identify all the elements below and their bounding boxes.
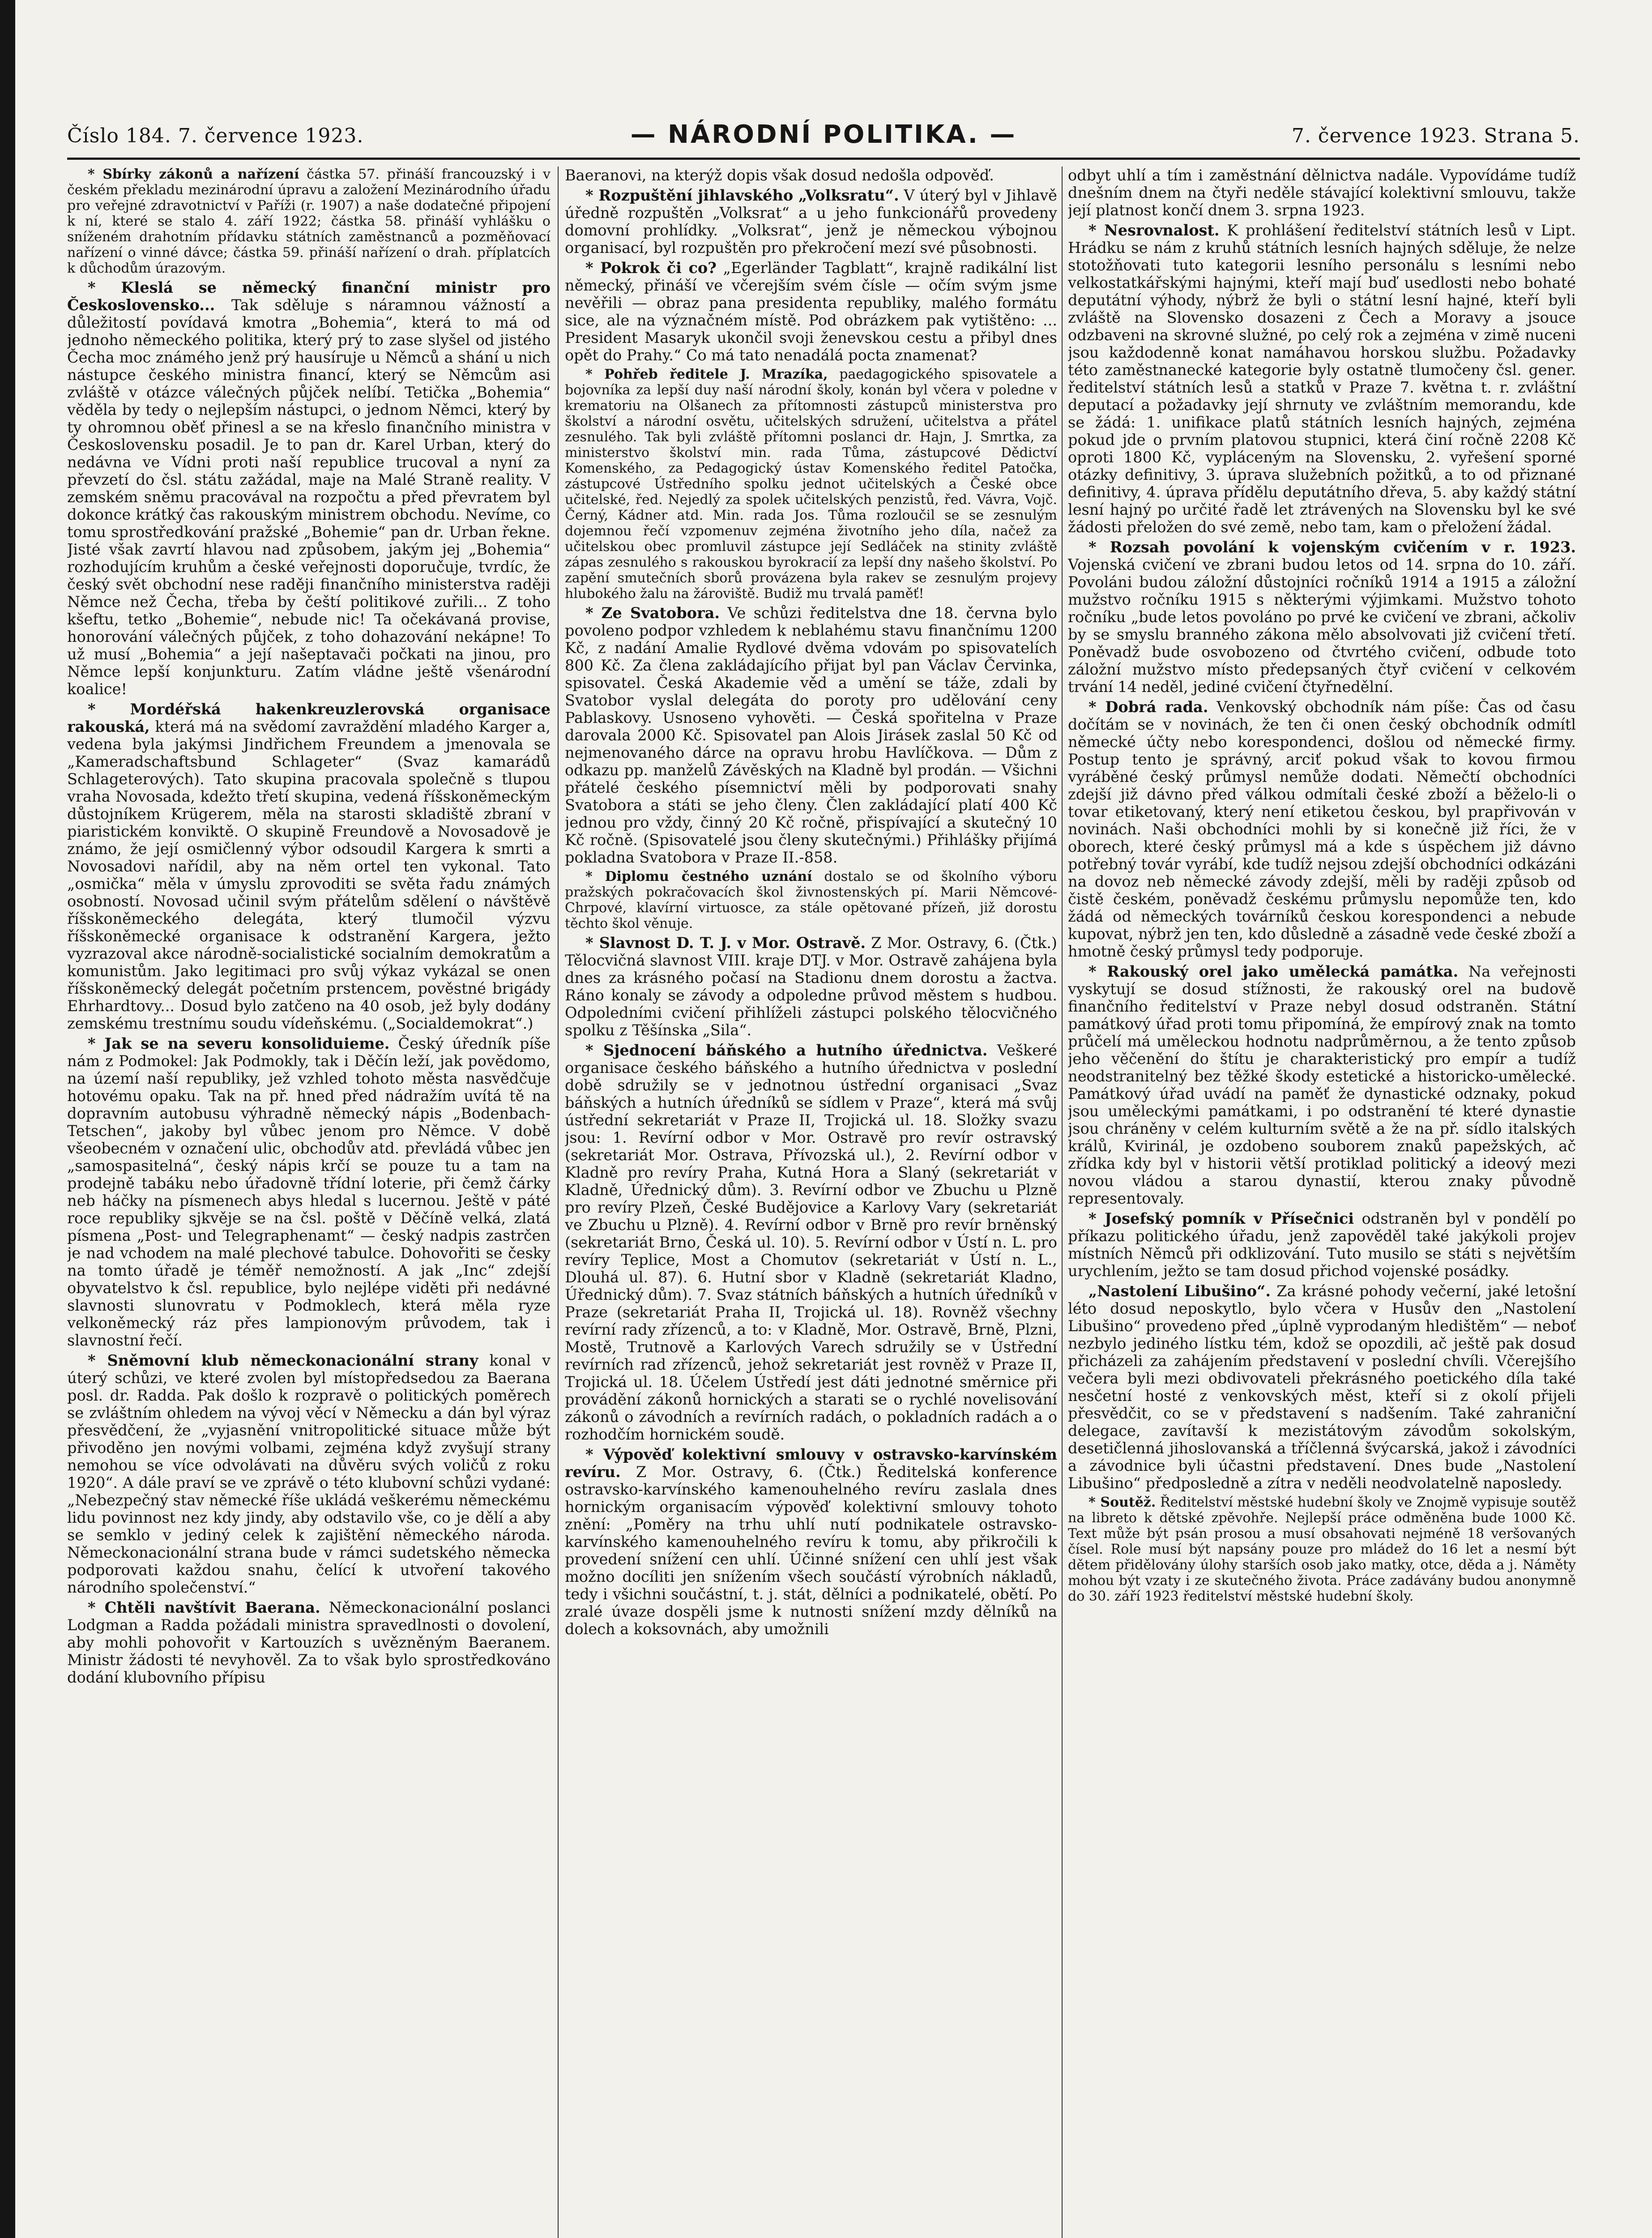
article-body: Baeranovi, na kterýž dopis však dosud nedošla odpověď. — [565, 167, 994, 184]
column-divider — [558, 167, 559, 2238]
article-heading: * Sněmovní klub německonacionální strany — [88, 1352, 478, 1369]
article-heading: * Rakouský orel jako umělecká památka. — [1089, 963, 1459, 980]
article-body: konal v úterý schůzi, ve které zvolen byl místopředsedou za Baerana posl. dr. Radda. Pak došlo k rozpravě o politických poměrech se zvláštním ohledem na vývoj věcí v Německu a dán byl výraz přesvědčení, že „vyjasnění vnitropolitické situace může být přivoděno jen novými volbami, zejména když zvyšují strany nemohou se více odvolávati na důvěru svých voličů z roku 1920“. A dále praví se ve zprávě o této klubovní schůzi vydané: „Nebezpečný stav německé říše ukládá veškerému německému lidu povinnost nez kdy jindy, aby odstavilo vše, co je dělí a aby se semklo v jediný celek k zajištění německého národa. Německonacionální strana bude v rámci sudetského německa podporovati každou snahu, čelící k utvoření takového národního společenství.“ — [67, 1352, 551, 1596]
article-body: K prohlášení ředitelství státních lesů v Lipt. Hrádku se nám z kruhů státních lesních hajných sděluje, že nelze stotožňovati tuto kategorii lesního personálu s lesními nebo velkostatkářskými hajnými, kteří mají buď usedlosti nebo bohaté deputátní výhody, nýbrž že byli o státní lesní hajné, kteří byli zvláště na Slovensko dosazeni z Čech a Moravy a jsouce odzbaveni na skrovné služné, po celý rok a zejména v zimě nuceni jsou každodenně konat namáhavou horskou službu. Požadavky této zaměstnanecké kategorie byly ostatně tlumočeny čsl. gener. ředitelství státních lesů a statků v Praze 7. května t. r. zvláštní deputací a požadavky její shrnuty ve zvláštním memorandu, kde se žádá: 1. unifikace platů státních lesních hajných, zejména pokud jde o prvním platovou stupnici, která činí ročně 2208 Kč oproti 1800 Kč, vypláceným na Slovensku, 2. vyřešení sporné otázky definitivy, 3. úprava služebních požitků, a to od přiznané definitivy, 4. úprava přídělu deputátního dřeva, 5. aby každý státní lesní hajný po určité řadě let ztrávených na Slovensku byl ke své žádosti přeložen do své země, nebo tam, kam o přeložení žádal. — [1068, 222, 1576, 536]
article — [565, 869, 1057, 931]
article — [565, 1446, 1057, 1638]
article-heading: * Jak se na severu konsoliduieme. — [88, 1035, 390, 1052]
newspaper-title: — NÁRODNÍ POLITIKA. — — [630, 120, 1017, 149]
column-1 — [67, 167, 551, 2238]
date-and-page: 7. července 1923. Strana 5. — [1291, 124, 1580, 147]
article — [565, 167, 1057, 184]
article-body: Za krásné pohody večerní, jaké letošní léto dosud neposkytlo, bylo včera v Husův den „Nastolení Libušino“ provedeno před „úplně vyprodaným hledištěm“ — neboť nezbylo jediného lístku tém, kdož se opozdili, ač ještě pak dosud přicházeli za zahájením představení v poslední chvíli. Včerejšího večera byli mezi obdivovateli překrásného poetického díla také nesčetní hosté z venkovských měst, kteří si z okolí přijeli přesvědčit, co se v představení s nadšením. Také zahraniční delegace, zavítavší k mezistátovým závodům sokolským, desetičlenná jihoslovanská a tříčlenná švýcarská, jakož i závodníci a závodnice byli účastni představení. Dnes bude „Nastolení Libušino“ předposledně a zítra v neděli neodvolatelně naposledy. — [1068, 1282, 1576, 1492]
article-heading: * Pohřeb ředitele J. Mrazíka, — [585, 367, 828, 382]
article-body: Vojenská cvičení ve zbrani budou letos od 14. srpna do 10. září. Povoláni budou záložní důstojníci ročníků 1914 a 1915 a záložní mužstvo ročníku 1915 s některými výjimkami. Mužstvo tohoto ročníku „bude letos povoláno po prvé ke cvičení ve zbrani, ačkoliv by se smyslu branného zákona mělo absolvovati již cvičení třetí. Poněvadž bude osvobozeno od čtvrtého cvičení, odbude toto záložní mužstvo místo předepsaných čtyř cvičení v celkovém trvání 14 neděl, jediné cvičení čtyřnedělní. — [1068, 556, 1576, 696]
column-3 — [1068, 167, 1576, 2238]
article — [67, 1599, 551, 1686]
article — [67, 1352, 551, 1596]
article — [1068, 698, 1576, 960]
article-body: částka 57. přináší francouzský i v českém překladu mezinárodní úpravu a založení Mezinárodního úřadu pro veřejné zdravotnictví v Paříži (r. 1907) a naše dodatečné připojení k ní, které se stalo 4. září 1922; částka 58. přináší vyhlášku o sníženém drahotním přídavku státních zaměstnanců a pozměňovací nařízení o vinné dávce; částka 59. přináší nařízení o drah. příplatcích k důchodům úrazovým. — [67, 167, 551, 276]
article-heading: * Sbírky zákonů a nařízení — [88, 167, 299, 182]
article — [1068, 1282, 1576, 1492]
article-body: paedagogického spisovatele a bojovníka za lepší duy naší národní školy, konán byl včera v poledne v krematoriu na Olšanech za přítomnosti zástupců ministerstva pro školství a národní osvětu, učitelských sdružení, učitelstva a přátel zesnulého. Tak byli zvláště přítomni poslanci dr. Hajn, J. Smrtka, za ministerstvo školství min. rada Tůma, zástupcové Dědictví Komenského, za Pedagogický ústav Komenského ředitel Patočka, zástupcové Ústředního spolku jednot učitelských a České obce učitelské, řed. Nejedlý za spolek učitelských penzistů, řed. Vávra, Vojč. Černý, Kádner atd. Min. rada Jos. Tůma rozloučil se se zesnulým dojemnou řečí vzpomenuv zejména životního jeho díla, načež za učitelskou obec promluvil zástupce její Sedláček na stinity zvláště zápas zesnulého s rakouskou byrokracií za lepší dny našeho školství. Po zapění smutečních sborů provázena byla rakev se zesnulým projevy hlubokého žalu na žároviště. Budiž mu trvalá paměť! — [565, 367, 1057, 602]
article-body: Venkovský obchodník nám píše: Čas od času dočítám se v novinách, že ten či onen český obchodník odmítl německé účty nebo korespondenci, došlou od německé firmy. Postup tento je správný, arciť pokud však to kovou firmou vyráběné český průmysl nemůže dodati. Němečtí obchodníci zdejší již dávno před válkou odmítali české zboží a běželo-li o tovar etiketovaný, který není etiketou českou, byl prapřivován v novinách. Naši obchodníci mohli by si konečně již říci, že v oborech, které český průmysl má a kde s úspěchem již dávno potřebný továr vyrábí, kde tudíž nejsou zdejší obchodníci odkázáni na dovoz neb německé závody zdejší, měli by raději způsob od čistě českém, poněvadž českému průmyslu nepomůže ten, kdo žádá od německých továrníků českou korespondenci a nebude kupovat, nýbrž jen ten, kdo důsledně a zásadně vede české zboží a hmotně český průmysl tedy podporuje. — [1068, 698, 1576, 960]
article-body: V úterý byl v Jihlavě úředně rozpuštěn „Volksrat“ a u jeho funkcionářů provedeny domovní prohlídky. „Volksrat“, jenž je německou výbojnou organisací, byl rozpuštěn pro překročení mezí své působnosti. — [565, 187, 1057, 256]
article-heading: * Soutěž. — [1089, 1495, 1156, 1510]
article-heading: * Josefský pomník v Přísečnici — [1089, 1210, 1354, 1227]
article — [1068, 963, 1576, 1207]
article-body: která má na svědomí zavraždění mladého Karger a, vedena byla jakýmsi Jindřichem Freundem a jmenovala se „Kameradschaftsbund Schlageter“ (Svaz kamarádů Schlageterových). Tato skupina pracovala společně s tlupou vraha Novosada, kdežto třetí skupina, vedená říšskoněmeckým důstojníkem Krügerem, měla na starosti skladiště zbraní v piaristickém konviktě. O skupině Freundově a Novosadově je známo, že její osmičlenný výbor odsoudil Kargera k smrti a Novosadovi nařídil, aby na něm ortel ten vykonal. Tato „osmička“ měla v úmyslu zprovoditi se světa řadu známých osobností. Novosad učinil svým přátelům sdělení o návštěvě říšskoněmeckého delegáta, který tlumočil výzvu říšskoněmecké organisace k odstranění Kargera, ježto vyzrazoval akce národně-socialistické socialním demokratům a komunistům. Jako legitimaci pro svůj výkaz vykázal se onen říšskoněmecký delegát početním prstencem, pověstné brigády Ehrhardtovy... Dosud bylo zatčeno na 40 osob, jež byly dodány zemskému trestnímu soudu vídeňskému. („Socialdemokrat“.) — [67, 718, 551, 1032]
article — [67, 279, 551, 698]
article — [565, 187, 1057, 256]
article — [1068, 538, 1576, 696]
article-heading: * Diplomu čestného uznání — [585, 869, 812, 884]
article-body: Tak sděluje s náramnou vážností a důležitostí povídavá kmotra „Bohemia“, která to má od jednoho německého politika, který prý to zase slyšel od jistého Čecha moc známého jenž prý hausíruje u Němců a shání u nich nástupce českého ministra financí, který se Němcům asi zvláště v otázce válečných půjček nelíbí. Tetička „Bohemia“ věděla by tedy o nejlepším nástupci, o jednom Němci, který by ty ohromnou oběť přinesl a se na křeslo finančního ministra v Československu posadil. Je to pan dr. Karel Urban, který do nedávna ve Vídni proti naší republice trucoval a nyní za převzetí do čsl. státu zažádal, maje na Malé Straně reality. V zemském sněmu pracovával na rozpočtu a před převratem byl dokonce krátký čas rakouským ministrem obchodu. Nevíme, co tomu sprostředkování pražské „Bohemie“ pan dr. Urban řekne. Jisté však zavrtí hlavou nad způsobem, jakým jej „Bohemia“ rozhodujícím kruhům a české veřejnosti doporučuje, tvrdíc, že český svět obchodní nese raději finančního ministerstva raději Němce než Čecha, třeba by čeští politikové zuřili... Z toho kšeftu, tetko „Bohemie“, nebude nic! Ta očekávaná provise, honorování válečných půjček, z toho dohazování nekápne! To už musí „Bohemia“ a její našeptavači počkati na jinou, pro Němce lepší konjunkturu. Zatím vládne ještě všenárodní koalice! — [67, 296, 551, 698]
article-heading: * Pokrok či co? — [585, 259, 717, 277]
article-heading: * Výpověď kolektivní smlouvy v ostravsko-karvínském revíru. — [565, 1446, 1057, 1481]
article-body: Na veřejnosti vyskytují se dosud stížnosti, že rakouský orel na budově finančního ředitelství v Praze nebyl dosud odstraněn. Státní památkový úřad proti tomu připomíná, že empírový znak na tomto průčelí má uměleckou hodnotu nadprůměrnou, a že tento způsob jeho věčenění do štítu je charakteristický pro empír a tudíž neodstranitelný bez těžké škody estetické a historicko-umělecké. Památkový úřad uvádí na paměť že dynastické odznaky, pokud jsou uměleckými památkami, i po odstranění té které dynastie jsou chráněny v celém kulturním světě a že na př. sídlo italských králů, Kvirinál, je ozdobeno souborem znaků papežských, ač zřídka kdy byl v historii větší protiklad politický a ideový mezi novou vládou a starou dynastií, kterou znaky původně representovaly. — [1068, 963, 1576, 1207]
article-body: Ředitelství městské hudební školy ve Znojmě vypisuje soutěž na libreto k dětské zpěvohře. Nejlepší práce odměněna bude 1000 Kč. Text může být psán prosou a musí obsahovati nejméně 18 veršovaných čísel. Role musí být napsány pouze pro mládež do 16 let a nesmí být dětem přidělovány úlohy starších osob jako matky, otce, děda a j. Náměty mohou být vzaty i ze skutečného života. Práce zadávány budou anonymně do 30. září 1923 ředitelství městské hudební školy. — [1068, 1495, 1576, 1604]
header-rule — [67, 158, 1580, 160]
article — [1068, 167, 1576, 219]
article-heading: * Chtěli navštívit Baerana. — [88, 1599, 320, 1616]
column-divider — [1062, 167, 1063, 2238]
article-body: Český úředník píše nám z Podmokel: Jak Podmokly, tak i Děčín leží, jak povědomo, na území naší republiky, jež vzhled tohoto města nasvědčuje hotovému opaku. Tak na př. hned před nádražím uvítá tě na dopravním autobusu výhradně německý nápis „Bodenbach-Tetschen“, jakoby byl vůbec jenom pro Němce. V době všeobecném v označení ulic, obchodův atd. převládá vůbec jen „samospasitelná“, český nápis krčí se pouze tu a tam na prodejně tabáku nebo úřadovně třídní loterie, při čemž čárky neb háčky na písmenech abys hledal s lucernou. Ještě v páté roce republiky sjkvěje se na čsl. poště v Děčíně velká, zlatá písmena „Post- und Telegraphenamt“ — český nadpis zastrčen je nad vchodem na malé plechové tabulce. Dohovořiti se česky na tomto úřadě je téměř nemožností. A jak „Inc“ zdejší obyvatelstvo k čsl. republice, bylo nejlépe viděti při nedávné slavnosti slunovratu v Podmoklech, která měla ryze velkoněmecký ráz přes lampionovým průvodem, tak i slavnostní řečí. — [67, 1035, 551, 1349]
article — [565, 1042, 1057, 1443]
article-heading: * Ze Svatobora. — [585, 604, 720, 622]
article — [1068, 1495, 1576, 1604]
article-heading: „Nastolení Libušino“. — [1089, 1282, 1271, 1300]
article — [67, 700, 551, 1032]
article-heading: * Kleslá se německý finanční ministr pro Československo... — [67, 279, 551, 314]
column-2 — [565, 167, 1057, 2238]
article-body: odbyt uhlí a tím i zaměstnání dělnictva nadále. Vypovídáme tudíž dnešním dnem na čtyři neděle stávající kolektivní smlouvu, takže její platnost končí dnem 3. srpna 1923. — [1068, 167, 1576, 219]
scan-border — [0, 0, 15, 2238]
article — [565, 934, 1057, 1039]
issue-number: Číslo 184. 7. července 1923. — [67, 124, 364, 147]
article-body: Z Mor. Ostravy, 6. (Čtk.) Ředitelská konference ostravsko-karvínského kamenouhelného revíru zaslala dnes hornickým organisacím výpověď kolektivní smlouvy tohoto znění: „Poměry na trhu uhlí nutí podnikatele ostravsko-karvínského kamenouhelného revíru k tomu, aby přikročili k provedení snížení cen uhlí. Účinné snížení cen uhlí jest však možno docíliti jen snížením všech součástí výrobních nákladů, tedy i všichni součástní, t. j. stát, dělníci a podnikatelé, obětí. Po zralé úvaze dospěli jsme k nutnosti snížení mzdy dělníků na dolech a koksovnách, aby umožnili — [565, 1463, 1057, 1638]
article-heading: * Rozsah povolání k vojenským cvičením v r. 1923. — [1089, 538, 1576, 556]
article — [1068, 1210, 1576, 1280]
article — [565, 604, 1057, 866]
article-body: Německonacionální poslanci Lodgman a Radda požádali ministra spravedlnosti o dovolení, aby mohli pohovořit v Kartouzích s uvězněným Baeranem. Ministr žádosti té nevyhověl. Za to však bylo sprostředkováno dodání klubovního přípisu — [67, 1599, 551, 1686]
article-heading: * Dobrá rada. — [1089, 698, 1208, 716]
masthead — [67, 120, 1580, 156]
article-heading: * Nesrovnalost. — [1089, 222, 1220, 239]
article-heading: * Slavnost D. T. J. v Mor. Ostravě. — [585, 934, 866, 952]
article — [67, 1035, 551, 1349]
article-body: dostalo se od školního výboru pražských pokračovacích škol živnostenských pí. Marii Němcové-Chrpové, klavírní virtuosce, za stále opětované přízeň, již dorostu těchto škol věnuje. — [565, 869, 1057, 931]
article-heading: * Mordéřská hakenkreuzlerovská organisace rakouská, — [67, 700, 551, 735]
article — [565, 367, 1057, 602]
article — [1068, 222, 1576, 536]
article — [565, 259, 1057, 364]
article — [67, 167, 551, 276]
article-body: Ve schůzi ředitelstva dne 18. června bylo povoleno podpor vzhledem k neblahému stavu finančnímu 1200 Kč, z nadání Amalie Rydlové dvěma vdovám po spisovatelích 800 Kč. Za člena zakládajícího přijat byl pan Václav Červinka, spisovatel. Česká Akademie věd a umění se táže, zdali by Svatobor vyslal delegáta do poroty pro udělování ceny Pablaskovy. Usnoseno vyhověti. — Česká spořitelna v Praze darovala 2000 Kč. Spisovatel pan Alois Jirásek zaslal 50 Kč od nejmenovaného dárce na opravu hrobu Havlíčkova. — Dům z odkazu pp. manželů Závěských na Kladně byl prodán. — Všichni přátelé českého písemnictví měli by podporovati snahy Svatobora a státi se jeho členy. Člen zakládající platí 400 Kč jednou pro vždy, činný 20 Kč ročně, přispívající a skutečný 10 Kč ročně. (Spisovatelé jsou členy skutečnými.) Přihlášky přijímá pokladna Svatobora v Praze II.-858. — [565, 604, 1057, 866]
article-body: odstraněn byl v pondělí po příkazu politického úřadu, jenž zapověděl také jakýkoli projev místních Němců při odklizování. Tuto musilo se státi s největším urychlením, ježto se tam dosud přichod vojenské posádky. — [1068, 1210, 1576, 1280]
article-body: Veškeré organisace českého báňského a hutního úřednictva v poslední době sdružily se v jednotnou ústřední organisaci „Svaz báňských a hutních úředníků se sídlem v Praze“, která má svůj ústřední sekretariát v Praze II, Trojická ul. 18. Složky svazu jsou: 1. Revírní odbor v Mor. Ostravě pro revír ostravský (sekretariát Mor. Ostrava, Přívozská ul.), 2. Revírní odbor v Kladně pro revíry Praha, Kutná Hora a Slaný (sekretariát v Kladně, Úřednický dům). 3. Revírní odbor ve Zbuchu u Plzně pro revíry Plzeň, České Budějovice a Karlovy Vary (sekretariát ve Zbuchu u Plzně). 4. Revírní odbor v Brně pro revír brněnský (sekretariát Brno, Česká ul. 10). 5. Revírní odbor v Ústí n. L. pro revíry Teplice, Most a Chomutov (sekretariát v Ústí n. L., Dlouhá ul. 87). 6. Hutní sbor v Kladně (sekretariát Kladno, Úřednický dům). 7. Svaz státních báňských a hutních úředníků v Praze (sekretariát Praha II, Trojická ul. 18). Rovněž všechny revírní rady zřízenců, a to: v Kladně, Mor. Ostravě, Brně, Plzni, Mostě, Trutnově a Karlových Varech sdružily se v Ústřední revírních rad zřízenců, jehož sekretariát jest rovněž v Praze II, Trojická ul. 18. Účelem Ústředí jest dáti jednotné směrnice při provádění zákonů hornických a starati se o rychlé novelisování zákonů o závodních a revírních radách, o pokladních radách a o rozhodčím hornickém soudě. — [565, 1042, 1057, 1443]
article-body: „Egerländer Tagblatt“, krajně radikální list německý, přináší ve včerejším svém čísle — očím svým jsme nevěřili — obraz pana presidenta republiky, malého formátu sice, ale na význačném místě. Pod obrázkem pak vytištěno: ... President Masaryk ukončil svoji ženevskou cestu a přibyl dnes opět do Prahy.“ Co má tato nenadálá pocta znamenat? — [565, 259, 1057, 364]
article-heading: * Sjednocení báňského a hutního úřednictva. — [585, 1042, 988, 1059]
article-body: Z Mor. Ostravy, 6. (Čtk.) Tělocvičná slavnost VIII. kraje DTJ. v Mor. Ostravě zahájena byla dnes za krásného počasí na Stadionu dnem dorostu a žactva. Ráno konaly se závody a odpoledne průvod městem s hudbou. Odpoledními cvičení přihlíželi zástupci polského tělocvičného spolku z Těšínska „Sila“. — [565, 934, 1057, 1039]
article-heading: * Rozpuštění jihlavského „Volksratu“. — [585, 187, 899, 204]
